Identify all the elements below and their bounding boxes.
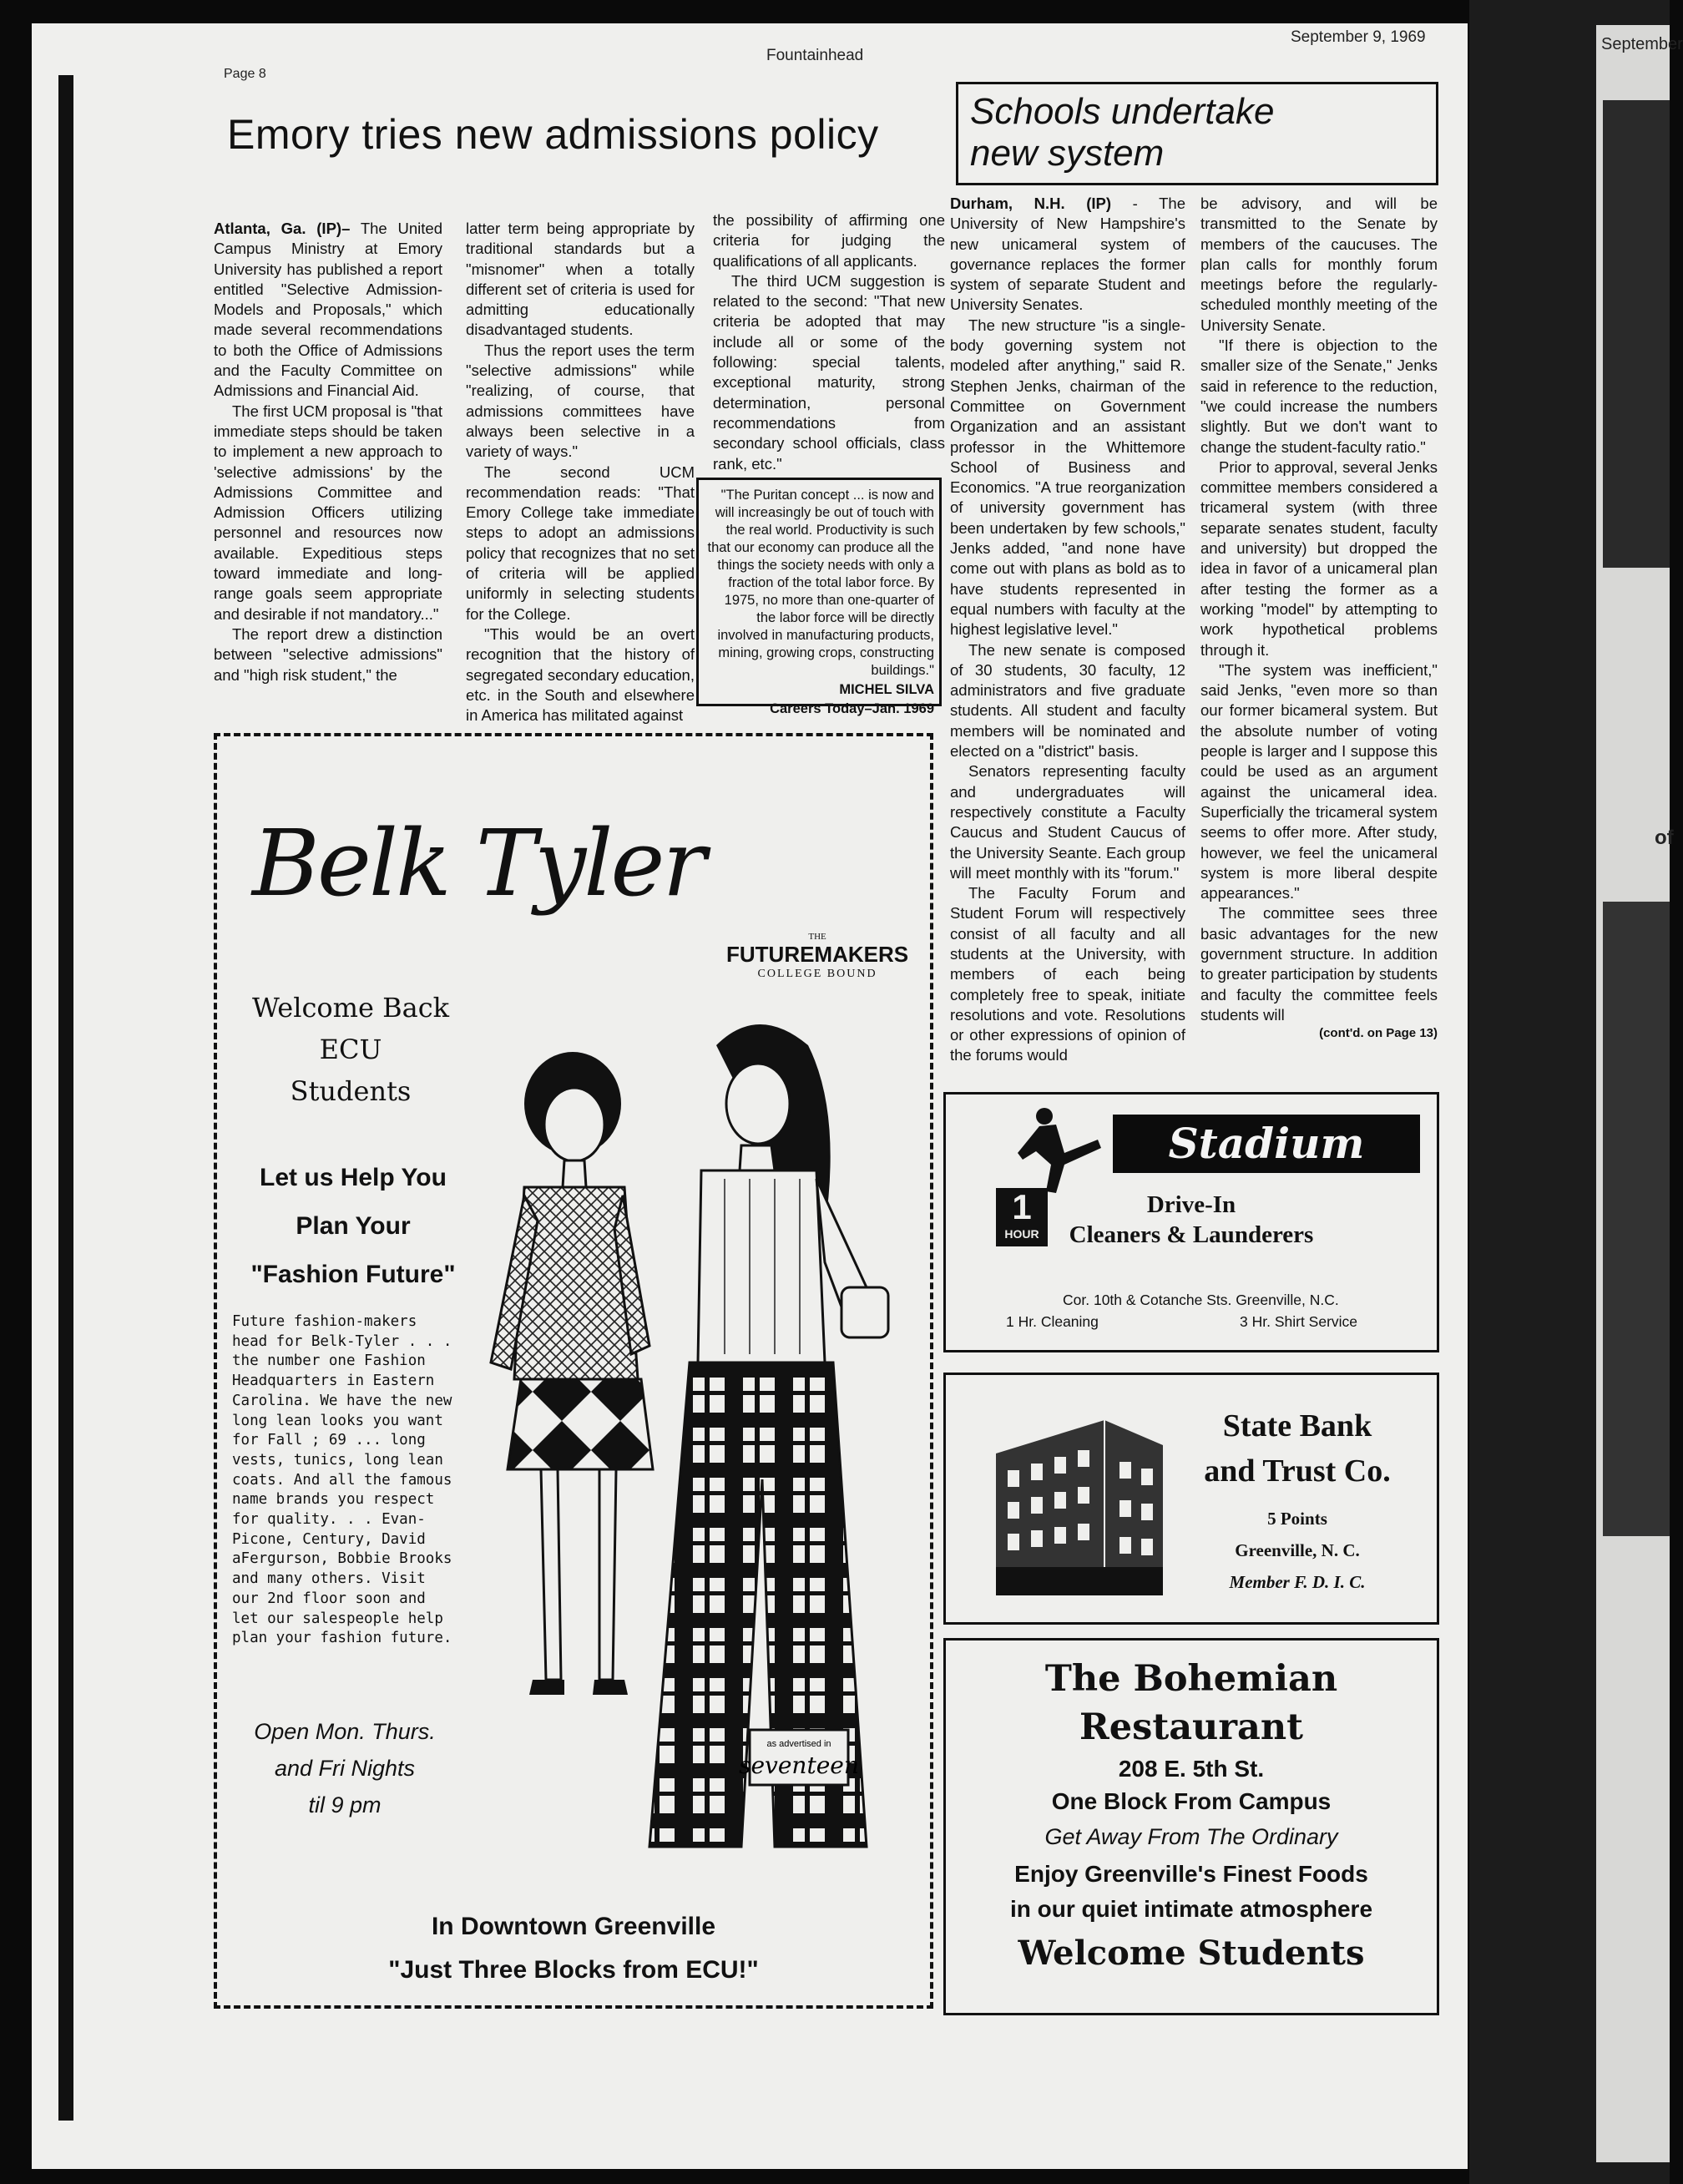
welcome-line: Welcome Back [252,992,449,1024]
belk-location: In Downtown Greenville [431,1913,716,1940]
stadium-line2: Cleaners & Launderers [1069,1221,1314,1248]
next-page-fragment: of [1655,827,1674,849]
bohemian-restaurant-ad [943,1638,1439,2015]
next-page-photo-top [1603,100,1670,568]
pull-quote-author: MICHEL SILVA [839,682,934,697]
welcome-block [242,987,459,1112]
stadium-service-cleaning: 1 Hr. Cleaning [1006,1313,1099,1330]
article2-col2-para: The committee sees three basic advantages for the new government structure. In addition to greater participation by students and faculty the committee feels students will [1200,904,1438,1024]
right-model-figure [649,1024,888,1847]
bohemian-welcome: Welcome Students [1018,1934,1365,1973]
stadium-address: Cor. 10th & Cotanche Sts. Greenville, N.C. [1063,1292,1339,1308]
one-hour-number: 1 [1012,1187,1032,1226]
hours-line: and Fri Nights [274,1756,416,1781]
futuremakers-title: FUTUREMAKERS [726,942,909,967]
bank-title-line1: State Bank [1222,1408,1372,1443]
article1-col1-para: The report drew a distinction between "selective admissions" and "high risk student," the [214,624,442,684]
one-hour-label: HOUR [1004,1227,1039,1241]
belk-logo: Belk Tyler [252,810,705,917]
kicker-icon [1006,1106,1106,1198]
article1-headline: Emory tries new admissions policy [227,111,879,158]
plan-line: Plan Your [296,1212,411,1240]
continued-note: (cont'd. on Page 13) [1319,1026,1438,1041]
pull-quote [696,478,942,716]
welcome-line: ECU [319,1034,382,1065]
article2-col1-para: The Faculty Forum and Student Forum will respectively consist of all faculty and all students at the University, with members of each being completely free to speak, initiate resolutions and vote. Resolutions or other expressions of opinion of the forums would [950,884,1185,1064]
article1-col2-para: latter term being appropriate by traditional standards but a "misnomer" when a totally different set of criteria is used for admitting educationally disadvantaged students. [466,220,695,339]
bank-title [1193,1403,1402,1494]
badge-seventeen-text: seventeen [739,1752,859,1779]
belk-footer [217,1905,930,1992]
stadium-cleaners-ad [943,1092,1439,1352]
binding-edge [58,75,73,2121]
stadium-logo: Stadium [1113,1115,1420,1173]
fashion-illustration [474,1012,892,1847]
futuremakers-sub: COLLEGE BOUND [757,968,877,980]
bohemian-foods: Enjoy Greenville's Finest Foods [1014,1861,1368,1887]
pull-quote-text: "The Puritan concept ... is now and will increasingly be out of touch with the real world. Productivity is such that our economy can produce all the things the society needs with only a fraction of the total labor force. By 1975, no more than one-quarter of the labor force will be directly involved in manufacturing products, mining, growing crops, constructing buildings." [707,488,934,678]
article2-col2-para: "The system was inefficient," said Jenks, "even more so than our former bicameral system. But the absolute number of voting people is larger and I suppose this could be used as an argument against the unicameral idea. Superficially the tricameral system seems to offer more. After study, however, we feel the unicameral system is more liberal despite appearances." [1200,660,1438,902]
belk-distance: "Just Three Blocks from ECU!" [388,1956,759,1984]
article2-col1-para: The new structure "is a single-body governing system not modeled after anything," said R. Stephen Jenks, chairman of the Committee on Government Organization and an assistant professor in the Whittemore School of Business and Economics. "A true reorganization of university government has been undertaken by few schools," Jenks added, "and none have come out with plans as bold as to have students represented in equal numbers with faculty at the highest legislative level." [950,316,1185,639]
store-hours [232,1713,457,1823]
article1-col3-para: the possibility of affirming one criteria for judging the qualifications of all applicants. [713,211,945,270]
next-page-date: September [1601,35,1683,53]
article2-col2-para: Prior to approval, several Jenks committee members considered a tricameral system (with three separate senates student, faculty and university) but dropped the idea in favor of a unicameral plan after testing the former as a working "model" by attempting to work hypothetical problems through it. [1200,458,1438,659]
article2-col1-para: Senators representing faculty and undergraduates will respectively constitute a Faculty Caucus and Student Caucus of the University Seante. Each group will meet monthly with its "forum." [950,762,1185,882]
article2-col2-para: "If there is objection to the smaller size of the Senate," Jenks said in reference to the reduction, "we could increase the numbers slightly. But we don't want to change the student-faculty ratio." [1200,336,1438,456]
article2-col1-para: Durham, N.H. (IP) - The University of New Hampshire's new unicameral system of governance replaces the former system of separate Student and University Senates. [950,195,1185,314]
article2-col1-para: The new senate is composed of 30 students, 30 faculty, 12 administrators and five graduate students. All student and faculty members will be nominated and elected on a "district" basis. [950,640,1185,761]
belk-body-copy: Future fashion-makers head for Belk-Tyler . . . the number one Fashion Headquarters in Eastern Carolina. We have the new long lean looks you want for Fall ; 69 ... long vests, tunics, long lean coats. And all the famous name brands you respect for quality. . . Evan-Picone, Century, David aFergurson, Bobbie Brooks and many others. Visit our 2nd floor soon and let our salespeople help plan your fashion future. [232,1313,452,1647]
article2-dateline: Durham, N.H. (IP) [950,195,1112,212]
bohemian-address: 208 E. 5th St. [1118,1756,1265,1782]
article1-col3-para: The third UCM suggestion is related to the second: "That new criteria be adopted that may include all or some of the following: special talents, exceptional maturity, strong determination, personal recommendations from secondary school officials, class rank, etc." [713,271,945,473]
plan-line: "Fashion Future" [250,1261,456,1288]
bank-building-illustration [979,1403,1176,1600]
article2-col1 [950,194,1185,1066]
bank-title-line2: and Trust Co. [1204,1453,1391,1489]
bank-member: Member F. D. I. C. [1229,1572,1366,1592]
state-bank-ad [943,1373,1439,1625]
bank-city: Greenville, N. C. [1235,1540,1360,1560]
article1-col3 [713,210,945,474]
bank-location: 5 Points [1267,1509,1327,1529]
badge-small-text: as advertised in [766,1739,831,1749]
article1-col2-para: The second UCM recommendation reads: "That Emory College take immediate steps to adopt an admissions policy that recognizes that no set of criteria will be applied uniformly in selecting students for the College. [466,463,695,623]
pull-quote-source: Careers Today–Jan. 1969 [770,701,934,716]
article2-headline-line1: Schools undertake [970,91,1275,132]
bohemian-atmosphere: in our quiet intimate atmosphere [1009,1896,1373,1922]
bohemian-name-line1: The Bohemian [1044,1658,1338,1700]
bohemian-name-line2: Restaurant [1079,1706,1303,1748]
futuremakers-mark [726,932,908,981]
seventeen-badge [739,1730,859,1785]
plan-block [232,1154,474,1299]
article2-col2-para: be advisory, and will be transmitted to the Senate by members of the caucuses. The plan calls for monthly forum meetings before the regularly-scheduled monthly meeting of the University Senate. [1200,195,1438,334]
article1-dateline: Atlanta, Ga. (IP)– [214,220,351,237]
belk-tyler-ad [214,733,933,2009]
article1-col2 [466,219,695,725]
article1-col1 [214,219,442,685]
futuremakers-small: THE [808,932,826,942]
bohemian-tagline: Get Away From The Ordinary [1044,1824,1338,1849]
article1-col2-para: "This would be an overt recognition that the history of segregated secondary education, etc. in the South and elsewhere in America has militated against [466,624,695,725]
bohemian-block: One Block From Campus [1051,1788,1332,1814]
stadium-service-shirt: 3 Hr. Shirt Service [1240,1313,1358,1330]
hours-line: Open Mon. Thurs. [254,1719,436,1744]
plan-line: Let us Help You [260,1164,447,1191]
stadium-line1: Drive-In [1146,1191,1236,1218]
article2-headline-line2: new system [970,133,1165,174]
page-label: Page 8 [224,67,266,81]
article2-headline-box [956,82,1438,185]
article2-col2 [1200,194,1438,1042]
paper-name: Fountainhead [766,47,864,64]
welcome-line: Students [290,1075,412,1107]
article1-col2-para: Thus the report uses the term "selective admissions" while "realizing, of course, that admissions committees have always been selective in a variety of ways." [466,341,695,461]
issue-date: September 9, 1969 [1291,28,1426,46]
next-page-photo-bottom [1603,902,1670,1536]
article1-col1-para: The first UCM proposal is "that immediate steps should be taken to implement a new approach to 'selective admissions' by the Admissions Committee and Admission Officers utilizing personnel and resources now available. Expeditious steps toward immediate and long-range goals seem appropriate and desirable if not mandatory..." [214,402,442,623]
left-model-figure [491,1052,653,1695]
hours-line: til 9 pm [308,1792,382,1817]
article1-col1-para: Atlanta, Ga. (IP)– The United Campus Ministry at Emory University has published a report entitled "Selective Admission-Models and Proposals," which made several recommendations to both the Office of Admissions and the Faculty Committee on Admissions and Financial Aid. [214,220,443,400]
